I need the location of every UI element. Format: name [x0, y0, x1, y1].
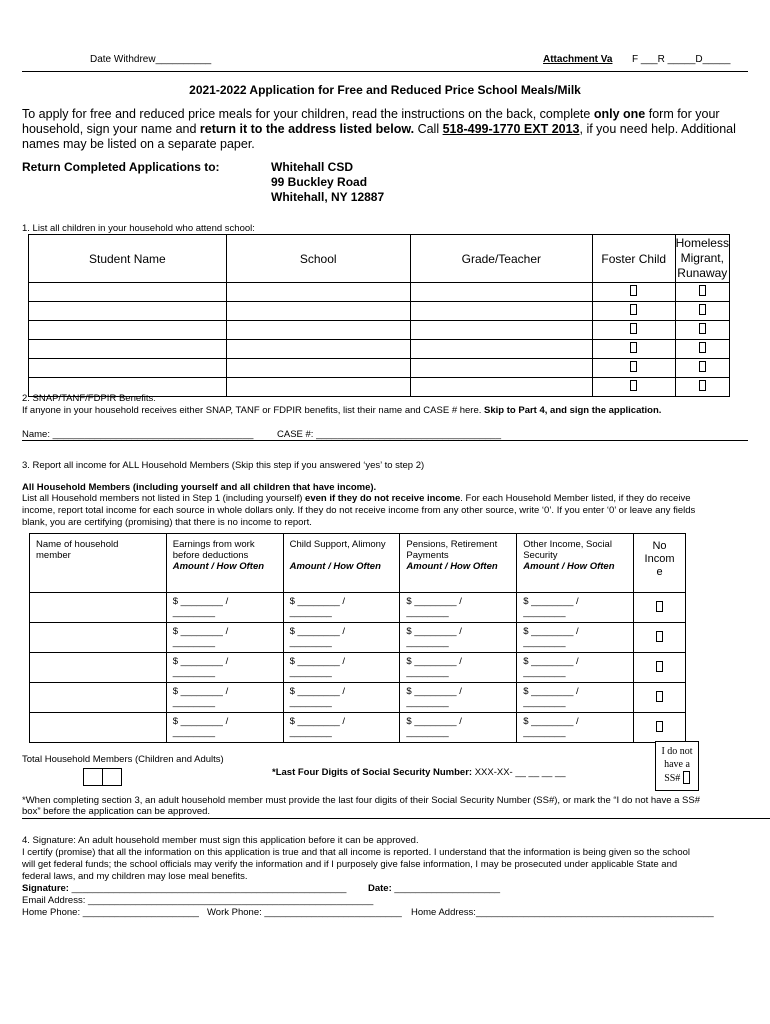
no-income-checkbox[interactable] — [656, 601, 663, 612]
work-phone-field[interactable]: Work Phone: __________________________ — [207, 907, 402, 918]
col-earnings: Earnings from work before deductions Amount / How Often — [166, 534, 283, 593]
school-cell[interactable] — [226, 283, 410, 302]
home-phone-field[interactable]: Home Phone: ______________________ — [22, 907, 199, 918]
pension-cell[interactable]: $ ________ / ________ — [400, 593, 517, 623]
homeless-checkbox[interactable] — [699, 342, 706, 353]
step3-rule — [22, 818, 770, 819]
student-name-cell[interactable] — [29, 359, 227, 378]
pension-cell[interactable]: $ ________ / ________ — [400, 653, 517, 683]
col-pensions: Pensions, Retirement Payments Amount / How Often — [400, 534, 517, 593]
other-income-cell[interactable]: $ ________ / ________ — [517, 683, 634, 713]
pension-cell[interactable]: $ ________ / ________ — [400, 683, 517, 713]
return-address: Whitehall CSD 99 Buckley Road Whitehall, NY 12887 — [271, 160, 385, 204]
foster-checkbox[interactable] — [630, 323, 637, 334]
foster-checkbox[interactable] — [630, 342, 637, 353]
snap-name-field[interactable]: Name: ______________________________________ — [22, 429, 254, 440]
step2-text: If anyone in your household receives either SNAP, TANF or FDPIR benefits, list their name and CASE # here. Skip to Part 4, and sign the application. — [22, 405, 662, 416]
homeless-checkbox[interactable] — [699, 304, 706, 315]
homeless-checkbox[interactable] — [699, 380, 706, 391]
earnings-cell[interactable]: $ ________ / ________ — [166, 593, 283, 623]
grade-cell[interactable] — [410, 378, 592, 397]
school-cell[interactable] — [226, 359, 410, 378]
school-cell[interactable] — [226, 321, 410, 340]
col-student-name: Student Name — [29, 235, 227, 283]
snap-case-field[interactable]: CASE #: ___________________________________ — [277, 429, 501, 440]
intro-paragraph: To apply for free and reduced price meals for your children, read the instructions on the back, complete only one form for your household, sign your name and return it to the address listed below. Call 518-499-1770 EXT 2013, if you need help. Additional names may be listed on a separate paper. — [22, 107, 736, 151]
step3-bold-heading: All Household Members (including yourself and all children that have income). — [22, 482, 377, 493]
step3-heading: 3. Report all income for ALL Household Members (Skip this step if you answered ‘yes’ to step 2) — [22, 460, 425, 471]
foster-checkbox[interactable] — [630, 361, 637, 372]
other-income-cell[interactable]: $ ________ / ________ — [517, 713, 634, 743]
homeless-checkbox[interactable] — [699, 323, 706, 334]
earnings-cell[interactable]: $ ________ / ________ — [166, 623, 283, 653]
date-withdrew: Date Withdrew__________ — [90, 54, 212, 65]
grade-cell[interactable] — [410, 283, 592, 302]
member-name-cell[interactable] — [30, 593, 167, 623]
other-income-cell[interactable]: $ ________ / ________ — [517, 653, 634, 683]
child-support-cell[interactable]: $ ________ / ________ — [283, 653, 400, 683]
student-name-cell[interactable] — [29, 283, 227, 302]
attachment-label: Attachment Va — [543, 54, 613, 65]
table-row — [30, 683, 686, 713]
step2-rule — [22, 440, 748, 441]
homeless-checkbox[interactable] — [699, 285, 706, 296]
school-cell[interactable] — [226, 302, 410, 321]
student-name-cell[interactable] — [29, 340, 227, 359]
school-cell[interactable] — [226, 340, 410, 359]
step3-instructions: List all Household members not listed in Step 1 (including yourself) even if they do not receive income. For each Household Member listed, if they do receive income, report total income for each source in whole dollars only. If they do not receive income from any other source, write ‘0’. If you enter ‘0’ or leave any fields blank, you are certifying (promising) that there is no income to report. — [22, 493, 696, 528]
pension-cell[interactable]: $ ________ / ________ — [400, 713, 517, 743]
foster-checkbox[interactable] — [630, 304, 637, 315]
income-table — [29, 533, 686, 743]
grade-cell[interactable] — [410, 302, 592, 321]
earnings-cell[interactable]: $ ________ / ________ — [166, 653, 283, 683]
grade-cell[interactable] — [410, 340, 592, 359]
help-phone-link[interactable]: 518-499-1770 EXT 2013 — [442, 122, 580, 136]
page-title: 2021-2022 Application for Free and Reduced Price School Meals/Milk — [189, 83, 581, 97]
signature-row: Signature: ____________________________________________________ — [22, 883, 347, 894]
ssn-field[interactable]: *Last Four Digits of Social Security Number: XXX-XX- __ __ __ __ — [272, 767, 566, 778]
step4-section: 4. Signature: An adult household member must sign this application before it can be approved. I certify (promise) that all the information on this application is true and that all income is reported. I understand that the information is being given so the school will get federal funds; the school officials may verify the information and if I purposely give false information, I may be prosecuted under applicable State and federal laws, and my children may lose meal benefits. — [22, 835, 690, 882]
student-name-cell[interactable] — [29, 321, 227, 340]
signature-field[interactable]: ____________________________________________________ — [71, 883, 347, 894]
other-income-cell[interactable]: $ ________ / ________ — [517, 623, 634, 653]
total-members-digit-2[interactable] — [102, 768, 122, 786]
ssn-note: *When completing section 3, an adult household member must provide the last four digits of their Social Security Number (SS#), or mark the “I do not have a SS# box” before the application can be approved. — [22, 795, 701, 817]
homeless-checkbox[interactable] — [699, 361, 706, 372]
col-child-support: Child Support, Alimony Amount / How Often — [283, 534, 400, 593]
member-name-cell[interactable] — [30, 653, 167, 683]
date-row: Date: ____________________ — [368, 883, 501, 894]
no-ssn-box[interactable]: I do not have a SS# — [655, 741, 699, 791]
no-ssn-checkbox[interactable] — [683, 771, 690, 784]
pension-cell[interactable]: $ ________ / ________ — [400, 623, 517, 653]
col-foster-child: Foster Child — [592, 235, 675, 283]
children-table — [28, 234, 730, 397]
no-income-checkbox[interactable] — [656, 631, 663, 642]
earnings-cell[interactable]: $ ________ / ________ — [166, 713, 283, 743]
total-members-digit-1[interactable] — [83, 768, 103, 786]
table-row — [29, 359, 730, 378]
no-income-checkbox[interactable] — [656, 721, 663, 732]
col-household-member: Name of household member — [30, 534, 167, 593]
header-rule — [22, 71, 748, 72]
col-no-income: No Incom e — [634, 534, 686, 593]
table-row — [29, 340, 730, 359]
fr-d-codes: F ___R _____D_____ — [632, 54, 731, 65]
member-name-cell[interactable] — [30, 623, 167, 653]
child-support-cell[interactable]: $ ________ / ________ — [283, 593, 400, 623]
table-row — [30, 653, 686, 683]
table-row — [30, 623, 686, 653]
child-support-cell[interactable]: $ ________ / ________ — [283, 683, 400, 713]
foster-checkbox[interactable] — [630, 380, 637, 391]
other-income-cell[interactable]: $ ________ / ________ — [517, 593, 634, 623]
step1-heading: 1. List all children in your household who attend school: — [22, 223, 255, 234]
total-members-label: Total Household Members (Children and Adults) — [22, 754, 224, 765]
grade-cell[interactable] — [410, 359, 592, 378]
grade-cell[interactable] — [410, 321, 592, 340]
earnings-cell[interactable]: $ ________ / ________ — [166, 683, 283, 713]
no-income-checkbox[interactable] — [656, 691, 663, 702]
email-field[interactable]: Email Address: ______________________________________________________ — [22, 895, 374, 906]
table-row — [30, 713, 686, 743]
child-support-cell[interactable]: $ ________ / ________ — [283, 713, 400, 743]
col-other-income: Other Income, Social Security Amount / How Often — [517, 534, 634, 593]
col-homeless: Homeless Migrant, Runaway — [675, 235, 729, 283]
child-support-cell[interactable]: $ ________ / ________ — [283, 623, 400, 653]
return-label: Return Completed Applications to: — [22, 160, 220, 174]
foster-checkbox[interactable] — [630, 285, 637, 296]
table-row — [29, 321, 730, 340]
student-name-cell[interactable] — [29, 302, 227, 321]
home-address-field[interactable]: Home Address:_____________________________________________ — [411, 907, 714, 918]
step2-heading: 2. SNAP/TANF/FDPIR Benefits: — [22, 393, 156, 404]
member-name-cell[interactable] — [30, 713, 167, 743]
school-cell[interactable] — [226, 378, 410, 397]
col-school: School — [226, 235, 410, 283]
date-field[interactable]: ____________________ — [394, 883, 501, 894]
col-grade-teacher: Grade/Teacher — [410, 235, 592, 283]
no-income-checkbox[interactable] — [656, 661, 663, 672]
table-row — [29, 302, 730, 321]
member-name-cell[interactable] — [30, 683, 167, 713]
table-row — [29, 283, 730, 302]
table-row — [30, 593, 686, 623]
